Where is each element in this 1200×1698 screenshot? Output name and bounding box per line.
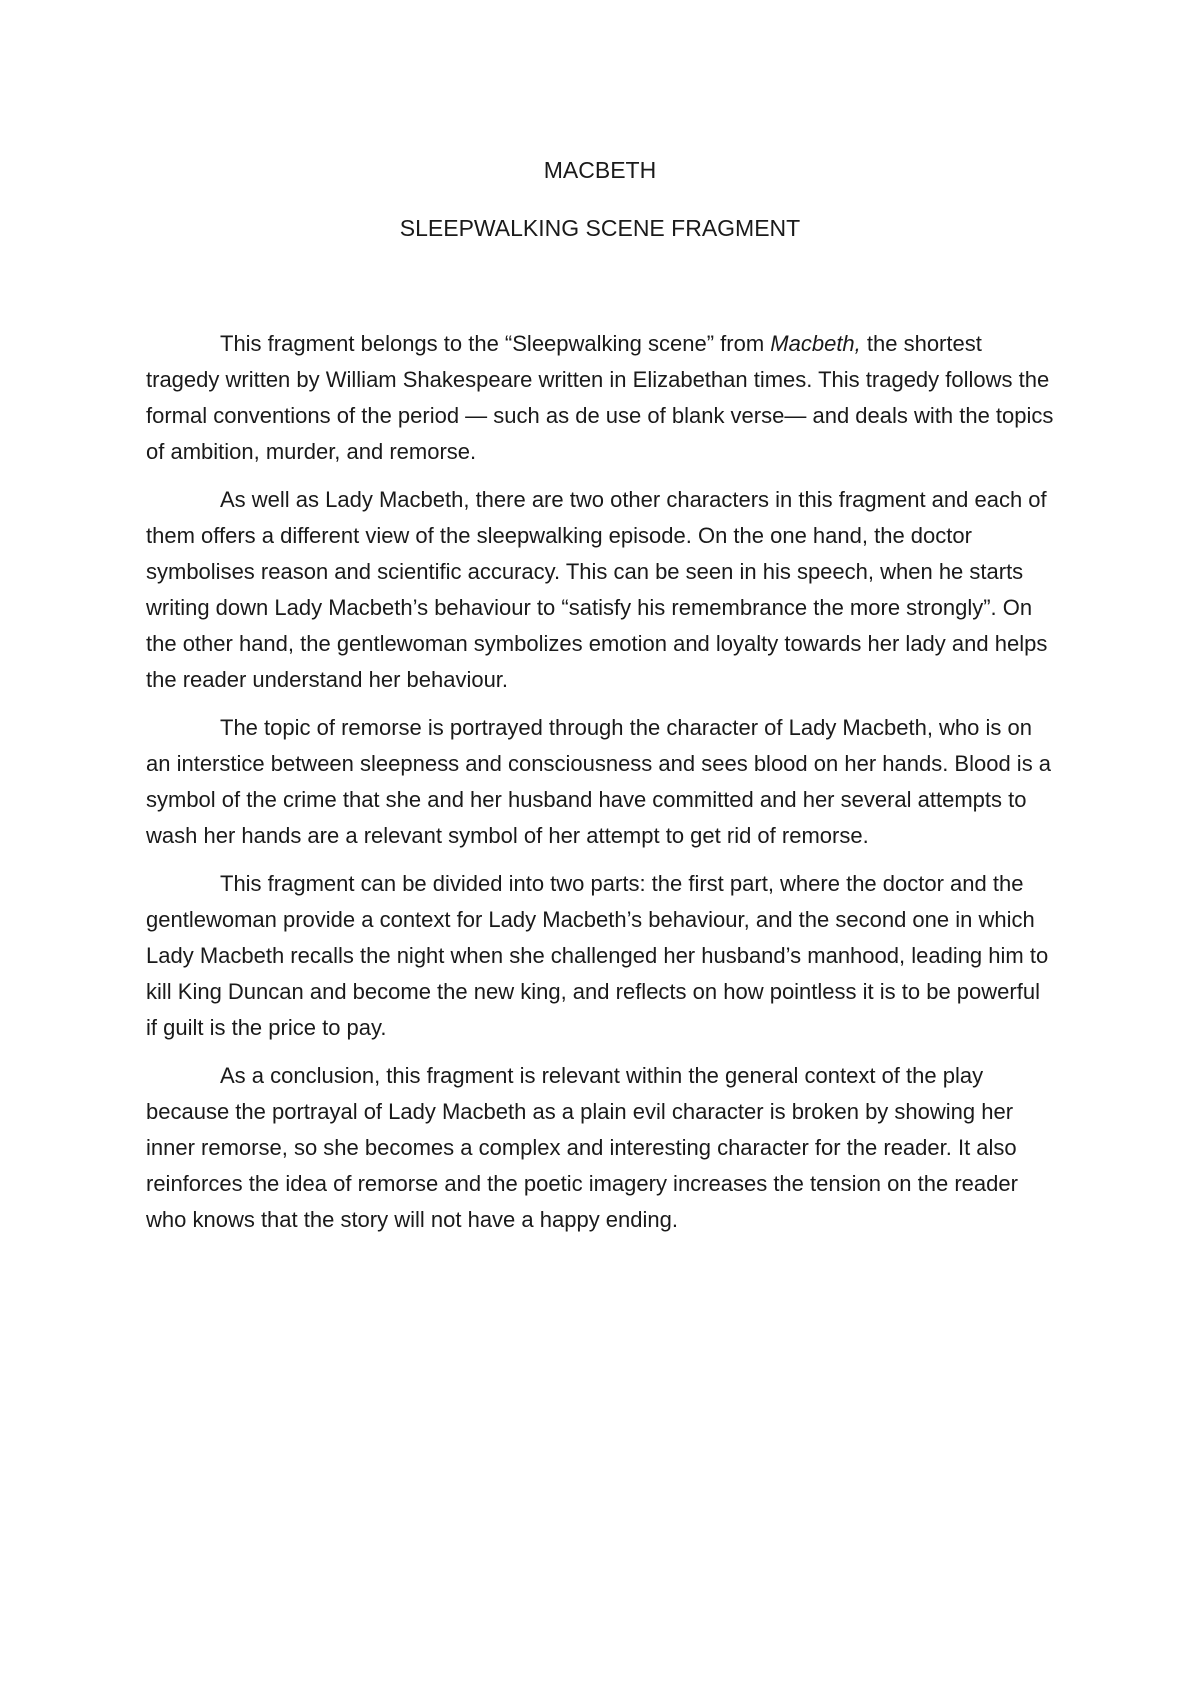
document-title: MACBETH (543, 157, 657, 183)
paragraph-text: This fragment belongs to the “Sleepwalking scene” from (220, 331, 771, 356)
paragraph-characters: As well as Lady Macbeth, there are two other characters in this fragment and each of them offers a different view of the sleepwalking episode. On the one hand, the doctor symbolises reason and scientific accuracy. This can be seen in his speech, when he starts writing down Lady Macbeth’s behaviour to “satisfy his remembrance the more strongly”. On the other hand, the gentlewoman symbolizes emotion and loyalty towards her lady and helps the reader understand her behaviour. (146, 487, 1048, 692)
play-title-italic: Macbeth, (770, 331, 861, 356)
paragraph-text: the shortest tragedy written by William Shakespeare written in Elizabethan times. This tragedy follows the formal conventions of the period — such as de use of blank verse— and deals with the topics of ambition, murder, and remorse. (146, 331, 1054, 464)
paragraph-introduction (146, 326, 1054, 470)
paragraph-conclusion: As a conclusion, this fragment is relevant within the general context of the play because the portrayal of Lady Macbeth as a plain evil character is broken by showing her inner remorse, so she becomes a complex and interesting character for the reader. It also reinforces the idea of remorse and the poetic imagery increases the tension on the reader who knows that the story will not have a happy ending. (146, 1063, 1018, 1232)
paragraph-structure: This fragment can be divided into two parts: the first part, where the doctor and the gentlewoman provide a context for Lady Macbeth’s behaviour, and the second one in which Lady Macbeth recalls the night when she challenged her husband’s manhood, leading him to kill King Duncan and become the new king, and reflects on how pointless it is to be powerful if guilt is the price to pay. (146, 871, 1049, 1040)
document-subtitle: SLEEPWALKING SCENE FRAGMENT (399, 215, 801, 241)
paragraph-remorse: The topic of remorse is portrayed through the character of Lady Macbeth, who is on an interstice between sleepness and consciousness and sees blood on her hands. Blood is a symbol of the crime that she and her husband have committed and her several attempts to wash her hands are a relevant symbol of her attempt to get rid of remorse. (146, 715, 1052, 848)
document-body (146, 326, 1054, 1250)
